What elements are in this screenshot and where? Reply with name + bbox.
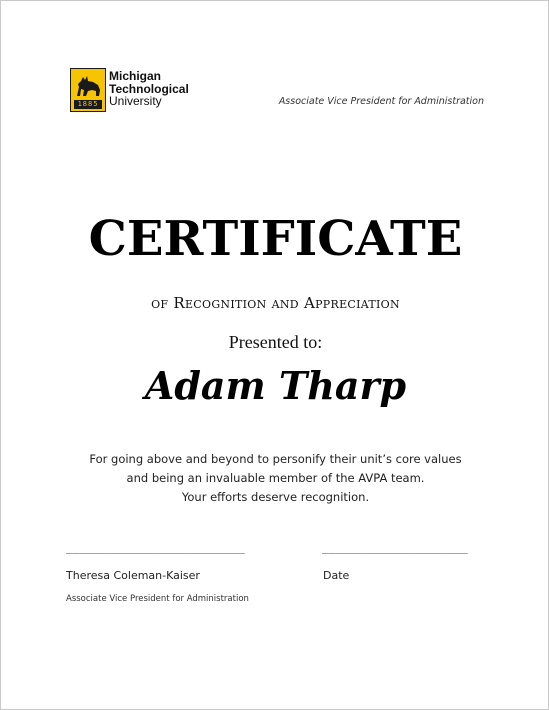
message-line-3: Your efforts deserve recognition. [181,490,370,504]
office-name: Associate Vice President for Administration [278,96,484,107]
logo-year: 1885 [74,100,102,109]
message-line-1: For going above and beyond to personify their unit’s core values [89,452,462,466]
signature-line: ___________________________ [66,541,245,554]
certificate-title: CERTIFICATE [88,211,463,267]
date-line: ______________________ [322,541,468,554]
husky-icon [74,72,102,98]
logo-mark [70,68,106,112]
university-logo [70,68,210,112]
recipient-name: Adam Tharp [144,363,407,408]
signer-name: Theresa Coleman-Kaiser [66,569,200,582]
logo-line-michigan: Michigan [109,69,162,83]
logo-wordmark [109,70,189,108]
date-label: Date [323,569,350,582]
certificate-subtitle: of Recognition and Appreciation [151,294,400,312]
recognition-message [1,450,549,507]
logo-line-university: University [109,94,162,108]
logo-line-technological: Technological [109,81,189,96]
signer-role: Associate Vice President for Administration [66,594,249,604]
presented-to-label: Presented to: [228,332,323,352]
message-line-2: and being an invaluable member of the AVPA team. [126,471,425,485]
